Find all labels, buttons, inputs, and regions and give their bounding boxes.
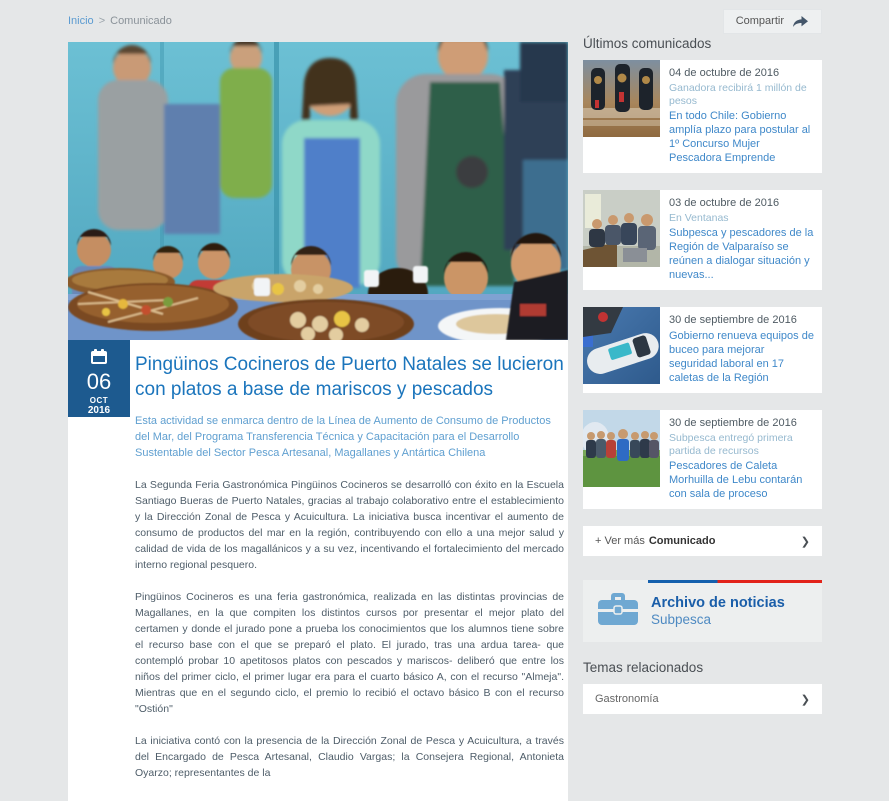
related-topics-heading: Temas relacionados: [583, 660, 704, 675]
archive-title: Archivo de noticias: [651, 594, 785, 611]
news-date: 04 de octubre de 2016: [669, 67, 780, 79]
group-outdoors-photo: [583, 410, 660, 487]
beach-divers-photo: [583, 60, 660, 137]
breadcrumb-current: Comunicado: [110, 15, 172, 27]
news-title-link[interactable]: Subpesca y pescadores de la Región de Valparaíso se reúnen a dialogar situación y nuevas...: [669, 227, 814, 281]
news-card[interactable]: [583, 190, 822, 290]
article-hero-photo: [68, 42, 568, 340]
see-more-label: + Ver más Comunicado: [595, 535, 716, 547]
related-topic-gastronomia[interactable]: [583, 684, 822, 714]
badge-day: 06: [86, 369, 112, 394]
see-more-comunicado-link[interactable]: [583, 526, 822, 556]
news-kicker: En Ventanas: [669, 212, 729, 224]
meeting-room-photo: [583, 190, 660, 267]
archive-text: [651, 595, 785, 628]
diving-gear-photo: [583, 307, 660, 384]
share-button-label: Compartir: [735, 15, 784, 27]
news-archive-button[interactable]: [583, 580, 822, 642]
breadcrumb-home-link[interactable]: Inicio: [68, 15, 94, 27]
share-button[interactable]: [723, 9, 822, 34]
article-title: Pingüinos Cocineros de Puerto Natales se lucieron con platos a base de mariscos y pescados: [135, 354, 564, 400]
breadcrumb-separator: >: [98, 15, 106, 27]
article-paragraph: La Segunda Feria Gastronómica Pingüinos Cocineros se desarrolló con éxito en la Escuela Santiago Bueras de Puerto Natales, gracias al trabajo colaborativo entre el establecimiento y la Dirección Zonal de Pesca y Acuicultura. La iniciativa busca incentivar el aumento de consumo de productos del mar en la región, contribuyendo con ello a una mejor salud y calidad de vida de los magallánicos y a su vez, incentivando el fortalecimiento del mercado interno regional pesquero.: [135, 479, 564, 571]
news-date: 30 de septiembre de 2016: [669, 314, 797, 326]
chevron-right-icon: ❯: [800, 693, 810, 706]
article-body: [68, 340, 568, 801]
news-date: 03 de octubre de 2016: [669, 197, 780, 209]
sidebar: [583, 36, 822, 714]
breadcrumb: [68, 15, 172, 27]
news-card[interactable]: [583, 307, 822, 393]
badge-year: 2016: [87, 405, 111, 416]
news-card[interactable]: [583, 60, 822, 173]
article-date-badge: [68, 340, 130, 417]
share-arrow-icon: [792, 15, 809, 28]
article-paragraph: La iniciativa contó con la presencia de la Dirección Zonal de Pesca y Acuicultura, a través del Encargado de Pesca Artesanal, Claudio Vargas; la Consejera Regional, Antonieta Oyarzo; representantes de la: [135, 735, 564, 779]
archive-subtitle: Subpesca: [651, 611, 712, 627]
article-paragraph: Pingüinos Cocineros es una feria gastronómica, realizada en las distintas provincias de Magallanes, en la que compiten los distintos cursos por presentar el mejor plato del certamen y donde el jurado pone a prueba los conocimientos que los alumnos tiene sobre el recurso base con el que se preparó el plato. El jurado, tras una ardua tarea- que contempló probar 10 apetitosos platos con pescados y mariscos- deliberó que entre los niños del primer ciclo, el primer lugar era para el cuarto básico A, con el recurso "Almeja". Mientras que en el segundo ciclo, el premio lo recibió el octavo básico B con el recurso "Ostión": [135, 591, 564, 715]
news-kicker: Ganadora recibirá 1 millón de pesos: [669, 82, 807, 107]
news-title-link[interactable]: Pescadores de Caleta Morhuilla de Lebu contarán con sala de proceso: [669, 460, 803, 500]
news-card[interactable]: [583, 410, 822, 509]
article-text: [135, 477, 564, 781]
latest-news-heading: Últimos comunicados: [583, 36, 712, 51]
related-topic-label: Gastronomía: [595, 693, 659, 705]
calendar-icon: [91, 349, 107, 369]
article-lead: Esta actividad se enmarca dentro de la Línea de Aumento de Consumo de Productos del Mar, del Programa Transferencia Técnica y Capacitación para el Desarrollo Sustentable del Sector Pesca Artesanal, Magallanes y Antártica Chilena: [135, 415, 551, 459]
gov-accent-bar: [648, 580, 822, 583]
news-kicker: Subpesca entregó primera partida de recursos: [669, 432, 793, 457]
chevron-right-icon: ❯: [800, 535, 810, 548]
news-title-link[interactable]: Gobierno renueva equipos de buceo para mejorar seguridad laboral en 17 caletas de la Región: [669, 330, 814, 384]
news-title-link[interactable]: En todo Chile: Gobierno amplía plazo para postular al 1º Concurso Mujer Pescadora Emprende: [669, 110, 811, 164]
briefcase-icon: [597, 592, 639, 631]
badge-month: OCT: [89, 396, 109, 405]
news-date: 30 de septiembre de 2016: [669, 417, 797, 429]
article-column: [68, 42, 568, 801]
